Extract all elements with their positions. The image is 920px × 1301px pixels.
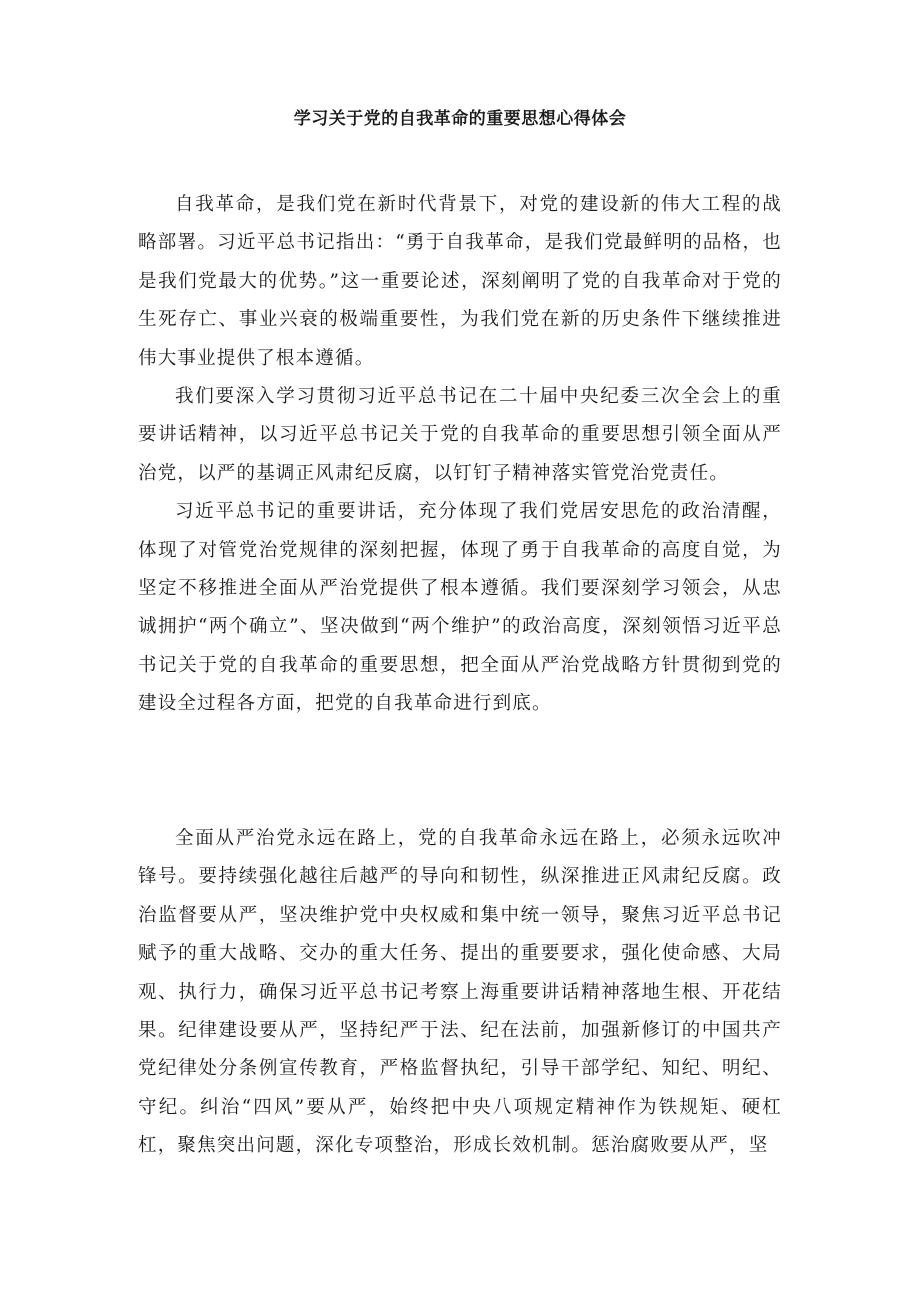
paragraph-1: 自我革命，是我们党在新时代背景下，对党的建设新的伟大工程的战略部署。习近平总书记指出：“勇于自我革命，是我们党最鲜明的品格，也是我们党最大的优势。”这一重要论述，深刻阐明了党的自我革命对于党的生死存亡、事业兴衰的极端重要性，为我们党在新的历史条件下继续推进伟大事业提供了根本遵循。 bbox=[138, 194, 782, 369]
body-section-2 bbox=[138, 820, 782, 1166]
paragraph-2: 我们要深入学习贯彻习近平总书记在二十届中央纪委三次全会上的重要讲话精神，以习近平总书记关于党的自我革命的重要思想引领全面从严治党，以严的基调正风肃纪反腐，以钉钉子精神落实管党治党责任。 bbox=[138, 386, 782, 484]
body-section-1 bbox=[138, 186, 782, 724]
document-title: 学习关于党的自我革命的重要思想心得体会 bbox=[293, 109, 627, 129]
paragraph-3: 习近平总书记的重要讲话，充分体现了我们党居安思危的政治清醒，体现了对管党治党规律的深刻把握，体现了勇于自我革命的高度自觉，为坚定不移推进全面从严治党提供了根本遵循。我们要深刻学习领会，从忠诚拥护“两个确立”、坚决做到“两个维护”的政治高度，深刻领悟习近平总书记关于党的自我革命的重要思想，把全面从严治党战略方针贯彻到党的建设全过程各方面，把党的自我革命进行到底。 bbox=[138, 501, 782, 715]
paragraph-4: 全面从严治党永远在路上，党的自我革命永远在路上，必须永远吹冲锋号。要持续强化越往后越严的导向和韧性，纵深推进正风肃纪反腐。政治监督要从严，坚决维护党中央权威和集中统一领导，聚焦习近平总书记赋予的重大战略、交办的重大任务、提出的重要要求，强化使命感、大局观、执行力，确保习近平总书记考察上海重要讲话精神落地生根、开花结果。纪律建设要从严，坚持纪严于法、纪在法前，加强新修订的中国共产党纪律处分条例宣传教育，严格监督执纪，引导干部学纪、知纪、明纪、守纪。纠治“四风”要从严，始终把中央八项规定精神作为铁规矩、硬杠杠，聚焦突出问题，深化专项整治，形成长效机制。惩治腐败要从严，坚 bbox=[138, 828, 782, 1157]
